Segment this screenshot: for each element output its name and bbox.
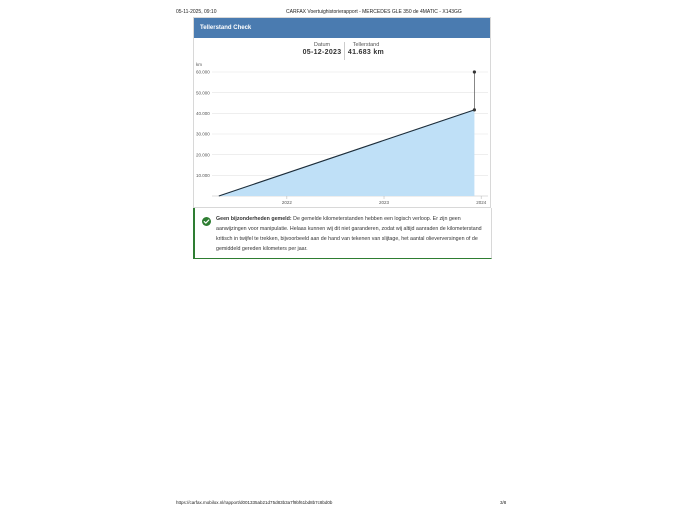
odometer-check-card <box>193 17 491 208</box>
y-tick-label: 50.000 <box>196 90 210 96</box>
print-title: CARFAX Voertuighistorierapport - MERCEDES GLE 350 de 4MATIC - X143GG <box>286 9 462 15</box>
footer-page-number: 3/8 <box>500 500 507 505</box>
y-tick-label: 60.000 <box>196 69 210 75</box>
odometer-label: Tellerstand <box>352 42 380 48</box>
notice-box <box>193 208 492 259</box>
stat-divider <box>344 42 345 60</box>
y-tick-label: 40.000 <box>196 110 210 116</box>
print-datetime: 05-11-2025, 09:10 <box>176 9 217 15</box>
odometer-stat <box>346 42 386 56</box>
x-tick-label: 2022 <box>281 200 292 205</box>
date-value: 05-12-2023 <box>302 49 342 56</box>
notice-bold: Geen bijzonderheden gemeld: <box>216 216 292 222</box>
x-tick-label: 2024 <box>476 200 487 205</box>
odometer-value: 41.683 km <box>347 49 385 56</box>
y-tick-label: 10.000 <box>196 172 210 178</box>
y-tick-label: 20.000 <box>196 152 210 158</box>
x-tick-label: 2023 <box>379 200 390 205</box>
odometer-chart <box>194 62 490 210</box>
data-point <box>473 70 476 73</box>
notice-body: De gemelde kilometerstanden hebben een logisch verloop. Er zijn geen aanwijzingen voor manipulatie. Helaas kunnen wij dit niet garanderen, zodat wij altijd aanraden de kilometerstand kritisch in twijfel te trekken, bijvoorbeeld aan de hand van tekenen van slijtage, het aantal olieverversingen of de gemiddeld gereden kilometers per jaar. <box>216 216 482 252</box>
check-circle-icon <box>202 217 211 226</box>
card-title: Tellerstand Check <box>194 18 490 38</box>
y-axis-label: km <box>196 62 202 67</box>
footer-url: https://carfax.mobilox.nl/rapport/d001335ab21d75d83b3a7f9bf61bd8b7c8bd0b <box>176 500 333 505</box>
notice-text <box>216 214 486 254</box>
date-label: Datum <box>313 42 331 48</box>
y-tick-label: 30.000 <box>196 131 210 137</box>
date-stat <box>302 42 342 56</box>
data-point <box>473 108 476 111</box>
